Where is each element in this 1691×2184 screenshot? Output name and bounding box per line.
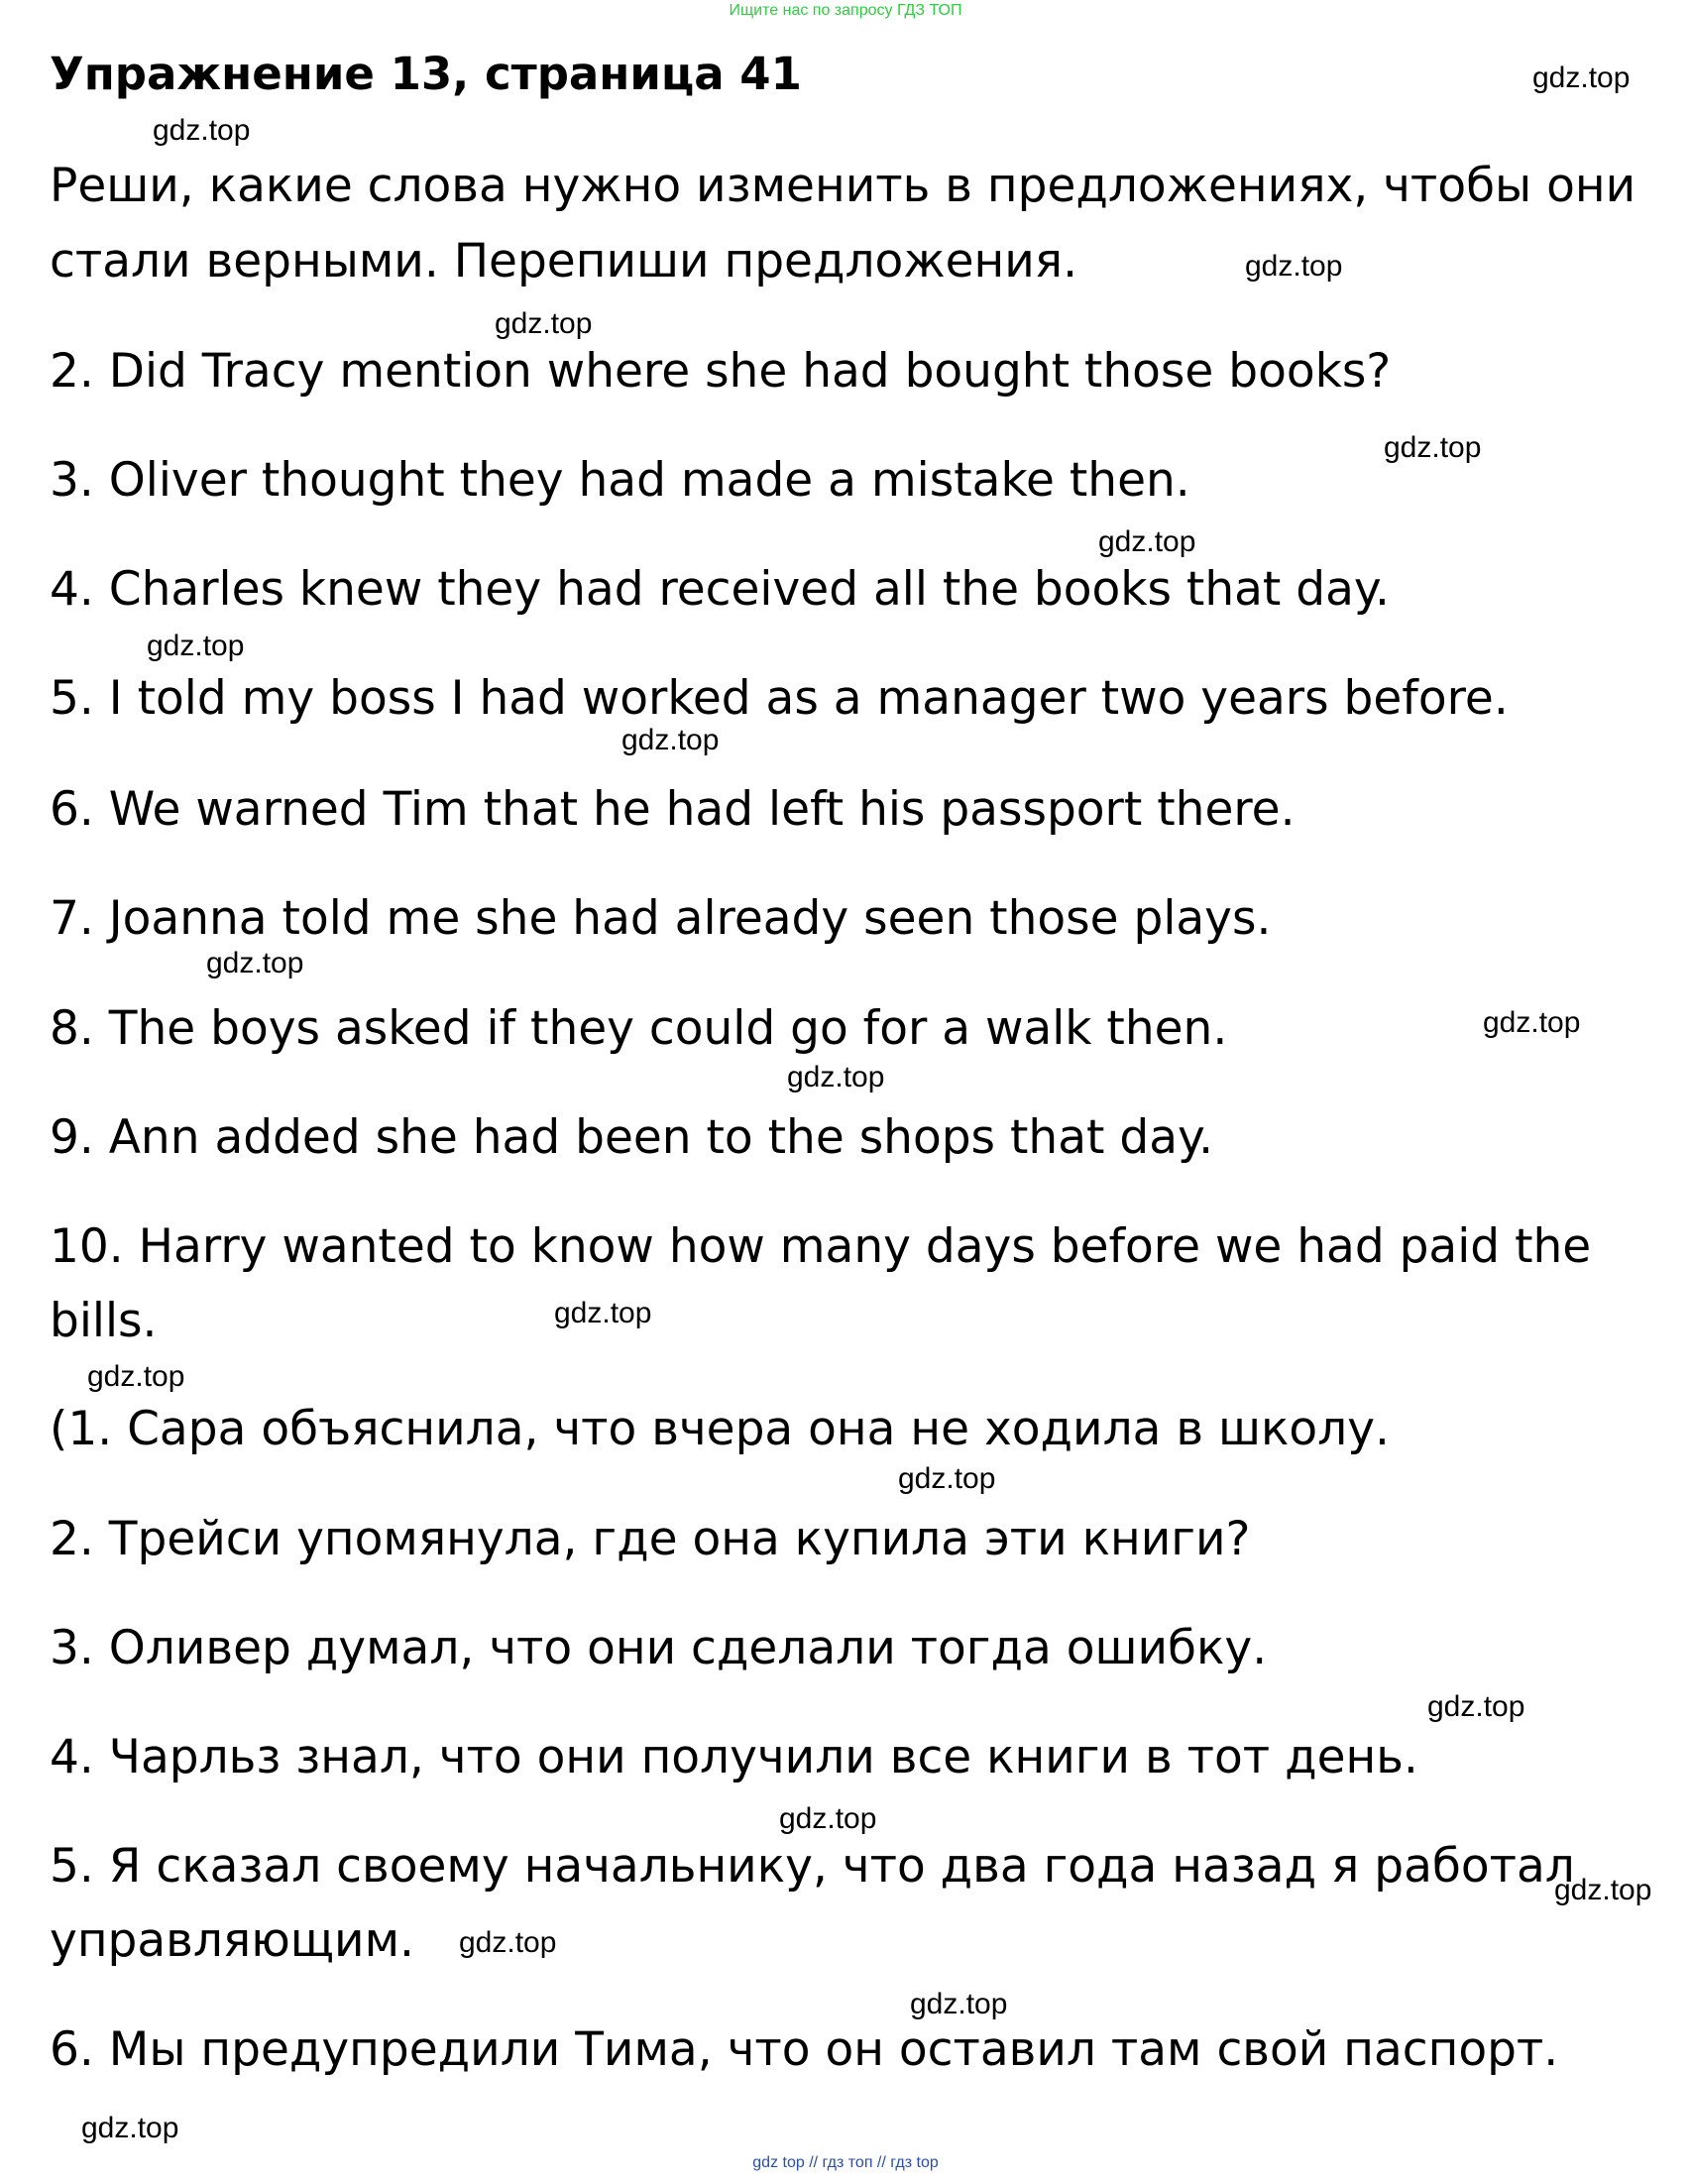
watermark: gdz.top	[787, 1061, 885, 1093]
watermark: gdz.top	[153, 114, 251, 147]
sentence-5-ru-line-1: 5. Я сказал своему начальнику, что два года назад я работал	[50, 1839, 1575, 1894]
watermark: gdz.top	[459, 1926, 557, 1959]
watermark: gdz.top	[1098, 525, 1196, 558]
watermark: gdz.top	[1427, 1690, 1525, 1723]
watermark: gdz.top	[1554, 1874, 1652, 1906]
instruction-line-2: стали верными. Перепиши предложения.	[50, 234, 1078, 288]
watermark: gdz.top	[1532, 61, 1631, 94]
watermark: gdz.top	[898, 1462, 996, 1495]
sentence-9-en: 9. Ann added she had been to the shops that day.	[50, 1110, 1214, 1165]
sentence-4-en: 4. Charles knew they had received all the books that day.	[50, 562, 1390, 617]
watermark: gdz.top	[1245, 250, 1343, 283]
watermark: gdz.top	[910, 1988, 1008, 2020]
sentence-10-en-line-2: bills.	[50, 1294, 158, 1348]
instruction-line-1: Реши, какие слова нужно изменить в предложениях, чтобы они	[50, 159, 1636, 213]
sentence-1-ru: (1. Сара объяснила, что вчера она не ходила в школу.	[50, 1402, 1390, 1456]
sentence-5-ru-line-2: управляющим.	[50, 1913, 414, 1968]
sentence-10-en-line-1: 10. Harry wanted to know how many days before we had paid the	[50, 1219, 1592, 1274]
sentence-8-en: 8. The boys asked if they could go for a walk then.	[50, 1001, 1228, 1056]
watermark: gdz.top	[147, 630, 245, 662]
sentence-4-ru: 4. Чарльз знал, что они получили все книги в тот день.	[50, 1730, 1418, 1784]
page-title: Упражнение 13, страница 41	[50, 48, 802, 100]
watermark: gdz.top	[1483, 1006, 1581, 1039]
sentence-5-en: 5. I told my boss I had worked as a manager two years before.	[50, 671, 1509, 726]
watermark: gdz.top	[81, 2112, 179, 2144]
watermark: gdz.top	[495, 307, 593, 340]
sentence-2-ru: 2. Трейси упомянула, где она купила эти книги?	[50, 1512, 1251, 1566]
watermark: gdz.top	[779, 1802, 877, 1835]
watermark: gdz.top	[621, 724, 720, 756]
watermark: gdz.top	[206, 947, 304, 979]
sentence-7-en: 7. Joanna told me she had already seen those plays.	[50, 891, 1272, 946]
watermark: gdz.top	[87, 1360, 185, 1393]
footer-links: gdz top // гдз топ // гдз top	[752, 2154, 939, 2171]
sentence-6-ru: 6. Мы предупредили Тима, что он оставил там свой паспорт.	[50, 2022, 1559, 2077]
watermark: gdz.top	[1384, 431, 1482, 464]
top-banner: Ищите нас по запросу ГДЗ ТОП	[729, 2, 962, 19]
sentence-3-en: 3. Oliver thought they had made a mistake then.	[50, 453, 1190, 508]
sentence-3-ru: 3. Оливер думал, что они сделали тогда ошибку.	[50, 1621, 1268, 1675]
sentence-2-en: 2. Did Tracy mention where she had bought those books?	[50, 344, 1392, 399]
watermark: gdz.top	[554, 1297, 652, 1329]
sentence-6-en: 6. We warned Tim that he had left his passport there.	[50, 782, 1296, 837]
